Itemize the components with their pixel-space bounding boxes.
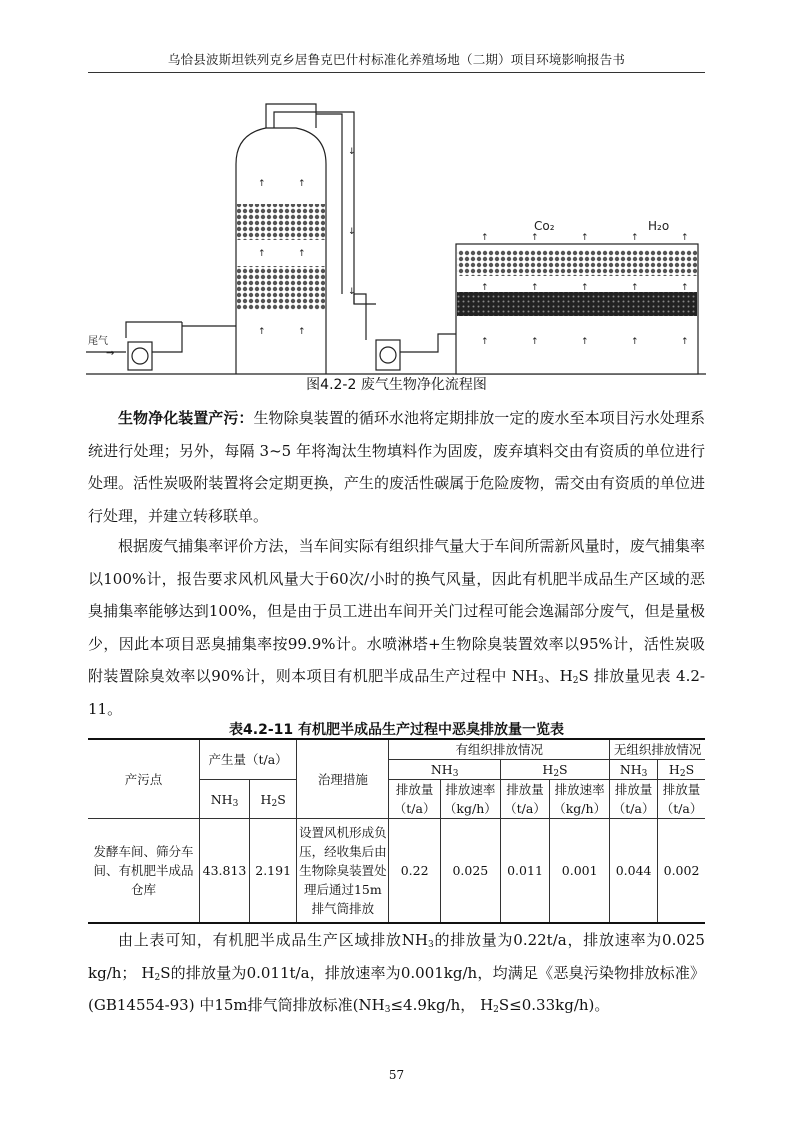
subscript: 2 bbox=[493, 1005, 499, 1015]
text-run: H bbox=[668, 762, 680, 777]
svg-text:↑: ↑ bbox=[631, 283, 639, 293]
svg-text:→: → bbox=[106, 348, 115, 359]
header-generation: 产生量（t/a） bbox=[199, 739, 296, 780]
text-run: NH bbox=[210, 791, 233, 807]
svg-text:↓: ↓ bbox=[348, 287, 356, 297]
header-gen-nh3 bbox=[199, 780, 249, 819]
paragraph-conclusion bbox=[88, 924, 705, 1022]
table-title: 表4.2-11 有机肥半成品生产过程中恶臭排放量一览表 bbox=[229, 722, 564, 738]
header-rate: 排放速率 （kg/h） bbox=[440, 780, 500, 819]
subscript: 3 bbox=[232, 798, 239, 809]
svg-text:↑: ↑ bbox=[531, 337, 539, 347]
svg-text:↑: ↑ bbox=[258, 327, 266, 337]
cell-gen-h2s: 2.191 bbox=[250, 819, 297, 924]
svg-text:↑: ↑ bbox=[631, 233, 639, 243]
inlet-duct bbox=[126, 322, 182, 338]
header-emission: 排放量 （t/a） bbox=[610, 780, 658, 819]
page-number: 57 bbox=[388, 1068, 405, 1082]
subscript: 2 bbox=[572, 676, 579, 686]
header-emission: 排放量 （t/a） bbox=[389, 780, 440, 819]
header-unorganized: 无组织排放情况 bbox=[610, 739, 705, 760]
text-run: S bbox=[277, 791, 286, 807]
subscript: 2 bbox=[271, 798, 278, 809]
biofilter-process-diagram bbox=[86, 94, 706, 380]
header-treatment: 治理措施 bbox=[297, 739, 389, 819]
text-run: ≤4.9kg/h， H bbox=[390, 996, 494, 1014]
text-run: S≤0.33kg/h)。 bbox=[498, 996, 610, 1014]
text-run: H bbox=[542, 762, 554, 777]
svg-text:↑: ↑ bbox=[681, 337, 689, 347]
text-run: S 排放量见表 4.2-11。 bbox=[88, 667, 705, 718]
header-rate: 排放速率 （kg/h） bbox=[550, 780, 610, 819]
header-organized: 有组织排放情况 bbox=[389, 739, 610, 760]
svg-text:↑: ↑ bbox=[481, 337, 489, 347]
subscript: 3 bbox=[452, 769, 459, 779]
text-run: H bbox=[260, 791, 272, 807]
subscript: 2 bbox=[154, 972, 161, 983]
header-gen-h2s bbox=[250, 780, 297, 819]
paragraph-lead: 生物净化装置产污： bbox=[118, 409, 254, 427]
subscript: 3 bbox=[641, 769, 648, 779]
svg-text:↓: ↓ bbox=[348, 147, 356, 157]
svg-text:↑: ↑ bbox=[581, 233, 589, 243]
co2-label: Co₂ bbox=[534, 219, 555, 233]
text-run: S的排放量为0.011t/a，排放速率为0.001kg/h，均满足《恶臭污染物排放标准》(GB14554-93) 中15m排气筒排放标准(NH bbox=[88, 963, 705, 1014]
svg-text:↑: ↑ bbox=[531, 283, 539, 293]
page-header: 乌恰县波斯坦铁列克乡居鲁克巴什村标准化养殖场地（二期）项目环境影响报告书 bbox=[167, 52, 626, 67]
figure-caption: 图4.2-2 废气生物净化流程图 bbox=[306, 377, 487, 393]
text-run: NH bbox=[430, 762, 453, 777]
svg-text:↑: ↑ bbox=[258, 249, 266, 259]
cell-source: 发酵车间、筛分车间、有机肥半成品仓库 bbox=[88, 819, 199, 924]
svg-text:↑: ↑ bbox=[298, 327, 306, 337]
text-run: NH bbox=[619, 762, 642, 777]
header-emission: 排放量 （t/a） bbox=[658, 780, 705, 819]
svg-text:↑: ↑ bbox=[481, 283, 489, 293]
scrubber-tower bbox=[236, 128, 326, 374]
svg-text:↓: ↓ bbox=[348, 227, 356, 237]
inlet-label: 尾气 bbox=[88, 336, 108, 347]
subscript: 2 bbox=[553, 769, 560, 779]
svg-text:↑: ↑ bbox=[531, 233, 539, 243]
paragraph-biofilter-pollution bbox=[88, 402, 705, 532]
paragraph-capture-rate bbox=[88, 530, 705, 725]
svg-text:↑: ↑ bbox=[631, 337, 639, 347]
svg-text:↑: ↑ bbox=[298, 179, 306, 189]
cell-unorg-nh3: 0.044 bbox=[610, 819, 658, 924]
header-unorg-nh3 bbox=[610, 760, 658, 780]
subscript: 2 bbox=[679, 769, 686, 779]
arrow-up: ↑ bbox=[258, 179, 266, 189]
text-run: 、H bbox=[543, 667, 573, 685]
cell-org-nh3-amount: 0.22 bbox=[389, 819, 440, 924]
cell-org-h2s-rate: 0.001 bbox=[550, 819, 610, 924]
text-run: 的排放量为0.22t/a，排放速率为0.025 kg/h； H bbox=[88, 931, 705, 982]
header-org-nh3 bbox=[389, 760, 500, 780]
svg-text:↑: ↑ bbox=[681, 233, 689, 243]
svg-text:↑: ↑ bbox=[298, 249, 306, 259]
svg-text:↑: ↑ bbox=[481, 233, 489, 243]
cell-unorg-h2s: 0.002 bbox=[658, 819, 705, 924]
svg-text:↑: ↑ bbox=[581, 283, 589, 293]
biofilter-bed-lower bbox=[457, 292, 697, 316]
cell-gen-nh3: 43.813 bbox=[199, 819, 249, 924]
cell-treatment: 设置风机形成负压，经收集后由生物除臭装置处理后通过15m排气筒排放 bbox=[297, 819, 389, 924]
cell-org-nh3-rate: 0.025 bbox=[440, 819, 500, 924]
odor-emission-table bbox=[88, 738, 705, 924]
svg-text:↑: ↑ bbox=[581, 337, 589, 347]
subscript: 3 bbox=[538, 676, 544, 686]
header-source: 产污点 bbox=[88, 739, 199, 819]
subscript: 3 bbox=[427, 940, 434, 950]
text-run: 根据废气捕集率评价方法，当车间实际有组织排气量大于车间所需新风量时，废气捕集率以100%计，报告要求风机风量大于60次/小时的换气风量，因此有机肥半成品生产区域的恶臭捕集率能够达到100%，但是由于员工进出车间开关门过程可能会逸漏部分废气，但是量极少，因此本项目恶臭捕集率按99.9%计。水喷淋塔+生物除臭装置效率以95%计，活性炭吸附装置除臭效率以90%计，则本项目有机肥半成品生产过程中 NH bbox=[88, 537, 705, 685]
h2o-label: H₂o bbox=[648, 219, 670, 233]
packing-layer-1 bbox=[237, 204, 325, 240]
header-divider bbox=[88, 72, 705, 73]
biofilter-bed-upper bbox=[457, 250, 697, 276]
svg-text:↑: ↑ bbox=[681, 283, 689, 293]
packing-layer-2 bbox=[237, 266, 325, 310]
text-run: S bbox=[685, 762, 695, 777]
header-emission: 排放量 （t/a） bbox=[500, 780, 549, 819]
header-org-h2s bbox=[500, 760, 609, 780]
subscript: 3 bbox=[384, 1005, 391, 1015]
paragraph-text: 生物除臭装置的循环水池将定期排放一定的废水至本项目污水处理系统进行处理；另外，每隔 3~5 年将淘汰生物填料作为固废，废弃填料交由有资质的单位进行处理。活性炭吸附装置将会定期更换，产生的废活性碳属于危险废物，需交由有资质的单位进行处理，并建立转移联单。 bbox=[88, 409, 705, 525]
header-unorg-h2s bbox=[658, 760, 705, 780]
cell-org-h2s-amount: 0.011 bbox=[500, 819, 549, 924]
text-run: 由上表可知，有机肥半成品生产区域排放NH bbox=[118, 931, 428, 949]
text-run: S bbox=[559, 762, 568, 777]
